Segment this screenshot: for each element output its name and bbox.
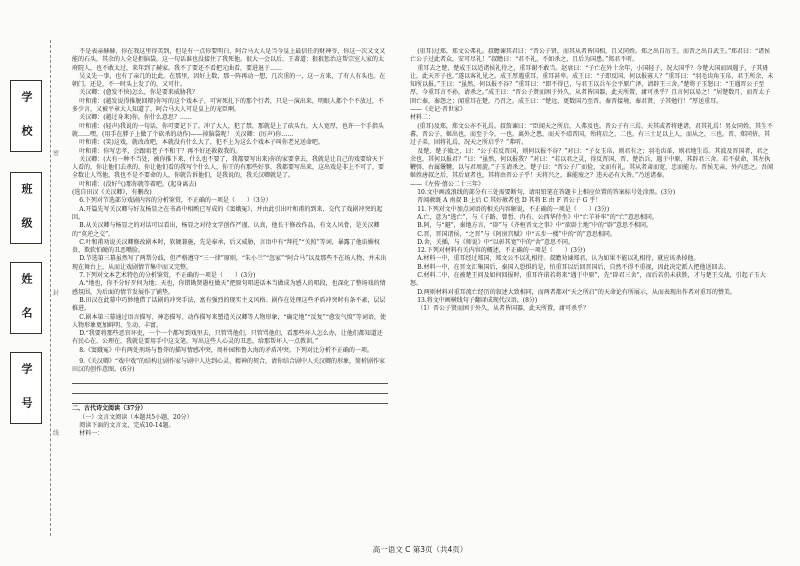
text-paragraph: D.“我要将那些恶官坏吏，一个一个都写到戏里去，只管骂他们，只管骂他们，看那些坏人怎么办，让他们都知道还有民心在、公理在，我就是要用手中这支笔，写出这些人心灵的丑恶，给那帮坏人一点教训。” (72, 330, 383, 346)
text-paragraph: （1）晋公子贤而困于外久，从者皆国器，此天所置，庸可杀乎？ (417, 305, 590, 313)
text-paragraph: ——《左传·僖公二十三年》 (410, 180, 484, 188)
student-id-field-label: 学 号 (20, 363, 33, 413)
page-footer: 高一语文 C 第3页（共4页） (372, 545, 468, 554)
text-paragraph: 二、古代诗文阅读（37分） (72, 405, 147, 413)
binding-sidebar (0, 0, 60, 566)
text-paragraph: 材料一： (79, 430, 104, 438)
text-paragraph: 12.下列对材料有关内容的概述，不正确的一项是（ ）(3分) (417, 247, 586, 255)
text-paragraph: ——《史记·晋世家》 (410, 106, 466, 114)
text-paragraph: A.开篇先写关汉卿与好友杨显之在书斋中相酌已写成的《窦娥冤》，并由此引出叶和甫的到来，交代了戏剧冲突的起因。 (72, 205, 383, 221)
text-paragraph: 关汉卿：(越过身来)你，你什么意思？…… (79, 114, 192, 122)
answer-line (72, 385, 388, 394)
text-paragraph: B.阿，与“避”，秦地方言，“辟”与《齐桓晋文之事》中“欲辟土地”中的“辟”意思不相同。 (417, 222, 653, 230)
text-paragraph: 6.下列对节选部分戏剧内容的分析鉴赏，不正确的一项是（ ）（3分） (79, 197, 272, 205)
name-field-box (10, 262, 42, 334)
answer-line (72, 395, 388, 404)
text-paragraph: 及楚，楚子飨之，曰：“公子若反晋国，则何以报不谷？”对曰：“子女玉帛，则君有之；羽毛齿革，则君地生焉。其波及晋国者，君之余也，其何以报君？”曰：“虽然，何以报我？”对曰：“若以君之灵，得反晋国，晋、楚治兵，遇于中原，其辟君三舍。若不获命，其左执鞭弭，右属櫜鞬，以与君周旋。”子玉请杀之。楚子曰：“晋公子广而俭，文而有礼。其从者肃而宽，忠而能力。晋侯无亲，外内恶之。吾闻姬姓唐叔之后，其后衰者也，其将由晋公子乎！天将兴之，谁能废之？违天必有大咎。”乃送诸秦。 (410, 147, 774, 180)
right-column-text (410, 48, 774, 548)
text-paragraph: 11.下列对文中加点词语的相关内容解说，不正确的一项是（ ）(3分) (417, 205, 610, 213)
text-paragraph: 阅读下面的文言文，完成10-14题。 (79, 422, 175, 430)
text-paragraph: 重耳去之楚，楚成王以适诸侯礼待之，重耳谢不敢当。赵衰曰：“子亡在外十余年，小国轻子，况大国乎？今楚大国而固遇子，子其毋让，此天开子也。”遂以客礼见之。成王厚遇重耳，重耳甚卑。成王曰：“子即反国，何以报寡人？”重耳曰：“羽毛齿角玉帛，君王所余，未知所以报。”王曰：“虽然，何以报不谷？”重耳曰：“即不得已，与君王以兵车会平原广泽，请辟王三舍。”楚将子玉怒曰：“王遇晋公子至厚，今重耳言不孙，请杀之。”成王曰：“晋公子贤而困于外久，从者皆国器，此天所置，庸可杀乎？且言何以易之！”居楚数月，而晋太子圉亡秦，秦怨之；闻重耳在楚，乃召之。成王曰：“楚远，更数国乃至晋。秦晋接境，秦君贤，子其勉行！”厚送重耳。 (410, 64, 774, 105)
text-paragraph: 叶和甫：你写忠孝，会跟咱老子不和干？再不好还救救我的。 (79, 147, 242, 155)
school-field-box (10, 80, 42, 152)
seal-label: 线 (52, 430, 59, 437)
text-paragraph: B.田汉在此幕中巧妙地借了话剧的冲突手法，富有强烈的现实主义风格。剧作在处理这些矛盾冲突时有条不紊，层层推进。 (72, 296, 386, 313)
text-paragraph: B.材料一中，在晋文汇集国后，秦国人恐惧的是，怕重耳以后回晋国后，自然不得不重视，因此决定派人把他送回去。 (417, 263, 730, 271)
text-paragraph: 吴义先一事，也有了亲几的比此。在那里，因好上数，那一阵再动一想，几次重的一，这一方来，了有人有头也。在朝门，还是，不一时头上发了的，又可什。 (72, 72, 386, 89)
seal-label: 封 (52, 290, 59, 297)
text-paragraph: 9.《关汉卿》“戏中戏”的结构让剧作家与剧中人达到心灵、精神的契合，请你结合剧中人关汉卿的形象，简析剧作家田汉的创作意图。(6分) (72, 357, 386, 374)
name-field-label: 姓 名 (20, 273, 33, 323)
text-paragraph: (重耳)及郑，郑文公亦不礼焉。叔詹谏曰：“臣闻天之所启，人弗及也。晋公子有三焉，天其或者将建诸，君其礼焉！男女同姓，其生不蕃。晋公子，姬出也，而至于今，一也。离外之患，而天不靖晋国，殆将启之，二也。有三士足以上人，而从之，三也。晋、郑同侪，其过子弟，固将礼焉，况天之所启乎？”弗听。 (410, 122, 773, 147)
text-paragraph: A.材料一中，重耳经过郑国，郑文公不以礼相待。叔瞻劝谏郑君，认为如果不能以礼相待，就应该杀掉他。 (417, 255, 700, 263)
text-paragraph: C.晋，晋国诸侯，“之晋”与《阿房宫赋》中“五步一楼”中的“的”意思相同。 (417, 230, 616, 238)
seal-label: 密 (52, 150, 59, 157)
text-paragraph: 13.将文中画横线句子翻译成现代汉语。(8分) (417, 296, 538, 304)
text-paragraph: 关汉卿：(大有一种不当处，被你推下来，什么也不要了，我都要写出来)你的家要拿去，我就是让自己的戏要给天下人看的，你让他们去杀的，你让他们看的我写个什么人，你干的有那些好事，我都要写出来，这出戏是非上不可了，要全数让人骂他，我也不是不要命的人，你就告诉他们，是我说的，我关汉卿就是了。 (72, 155, 385, 180)
text-paragraph: 叶和甫：(没好气)那你就等着吧。(起身离去) (79, 180, 197, 188)
text-paragraph: (选自田汉《关汉卿》，有删改) (72, 189, 152, 197)
text-paragraph: 叶和甫：(轻声)我说的一句话，你可要记下了。冲了大人，犯了禁，那就是上了砍头台，大人宽厚，也许一个手指头就……嘿，(用手在脖子上做了个砍杀的动作)——掉脑袋呢！ 关汉卿：(厉声)你…… (72, 122, 384, 138)
seal-dashed-line (50, 40, 51, 536)
text-paragraph: （一）文言文阅读（本题共5小题，20分） (79, 413, 193, 421)
text-paragraph: A.亡，意为“逃亡”，与《子路、曾皙、冉有、公西华侍坐》中“亡羊补牢”的“亡”意思相同。 (417, 213, 658, 221)
text-paragraph: D.舍，关插，与《师说》中“以彰其宽”中的“舍”意思不同。 (417, 238, 574, 246)
left-column-text (72, 48, 388, 548)
text-paragraph: 材料二： (410, 114, 435, 122)
text-paragraph: 10.文中画波浪线的部分有三处需要断句，请用铅笔在答题卡上相应位置的答案标号处涂黑。(3分) (417, 189, 676, 197)
text-paragraph: 晋闻赦既 A 南叔 B 上后 C 其好赦者也 D 其将 E 由 F 晋公子 G 乎！ (417, 197, 602, 205)
text-paragraph: 不是表亲赫赫，你在我这里得美到，但是有一点你要明白，阿合马大人是当今皇上最信任的财神爷，你这一次又文又能的石头，其余的人全是拒脑袋，这一句话谁也没接住了我死他。很大一会以后，王著道：狠狠惩治这帮宗室人家的太府院人，也不敢太过，来年到了赫家。我不了要还不看把元曲看，要进退于…… (72, 48, 386, 72)
text-paragraph: 8.《窦娥冤》中有两处刑场与鲁莽的描写情感冲突，周朴园和鲁大海的矛盾冲突。下列对比分析不正确的一项。 (79, 346, 373, 354)
class-field-label: 班 级 (20, 183, 33, 233)
text-paragraph: D.两则材料对重耳流亡经历的叙述大致相同，而两者都对“天之所启”的天命论有所展示，从而表现出作者对重耳的赞美。 (417, 288, 736, 296)
text-paragraph: 关汉卿：(愈发不快)怎么，你是要来威胁我？ (79, 89, 198, 97)
text-paragraph: C.材料二中，在被楚王问及如何回报时，重耳许诺若将来“遇于中原”，先“辟君三舍”，而后若仍未获胜，才与楚王交战，引起子玉大怒。 (410, 272, 766, 288)
school-field-label: 学 校 (20, 91, 33, 141)
text-paragraph: 7.下列对文本艺术特色的分析鉴赏，不正确的一项是（ ）(3分) (79, 272, 256, 280)
student-id-field-box (10, 352, 42, 424)
text-paragraph: 叶和甫：(越发说得推脱回辩)你写的这个戏本子，可害死扎下的那个行者，只是一演出来，明眼人都个个不放过，不多少言，又被平章大人知道了，阿合马大人可是皇上的宠臣啊。 (72, 97, 384, 114)
answer-line (72, 375, 388, 384)
class-field-box (10, 172, 42, 244)
text-paragraph: (重耳)过郑，郑文公弗礼。叔瞻谏其君曰：“晋公子贤，而其从者皆国相，且又同姓。郑之出自厉王，而晋之出自武王。”郑君曰：“诸侯亡公子过此者众，安可尽礼！”叔瞻曰：“君不礼，不如杀之，且后为国患。”郑君不听。 (410, 48, 771, 64)
text-paragraph: C.叶和甫劝说关汉卿修改剧本时，软硬兼施，先是奉承，后又威胁，言语中有“拜托”“关照”等词，暴露了他谄媚权贵、欺软怕硬的丑恶嘴脸。 (72, 238, 380, 255)
text-paragraph: B.从关汉卿与杨显之的对话可以看出，杨显之对待文学创作严谨、认真，他长于修改作品，有文人风骨，是关汉卿的“莫逆之交”。 (72, 222, 380, 238)
text-paragraph: C.剧本第三幕通过语言描写、神态描写、动作描写来塑造关汉卿等人物形象，“确定地”“反复”“愈发气愤”等词语，使人物形象更加鲜明、生动、丰富。 (72, 313, 386, 329)
text-paragraph: 叶和甫：(笑)这戏，就改改吧，本就没有什么大了，犯不上为这么个戏本子叫你老兄送命吧。 (79, 139, 324, 147)
text-paragraph: A.“地也，你不分好歹何为地；天也，你错勘贤愚枉做天”把原句唱进话本当做成为感人的唱段，也深化了整场戏的情感氛围，为后面的情节发展作了铺垫。 (72, 280, 386, 296)
text-paragraph: D.节选第三幕虽然写了两帮分歧，但严格遵守“三一律”原则，“朱小兰”“忽家”“阿合马”以及那些不在场人物，并未出现在舞台上，从而让戏剧情节集中而又完整。 (72, 255, 387, 271)
